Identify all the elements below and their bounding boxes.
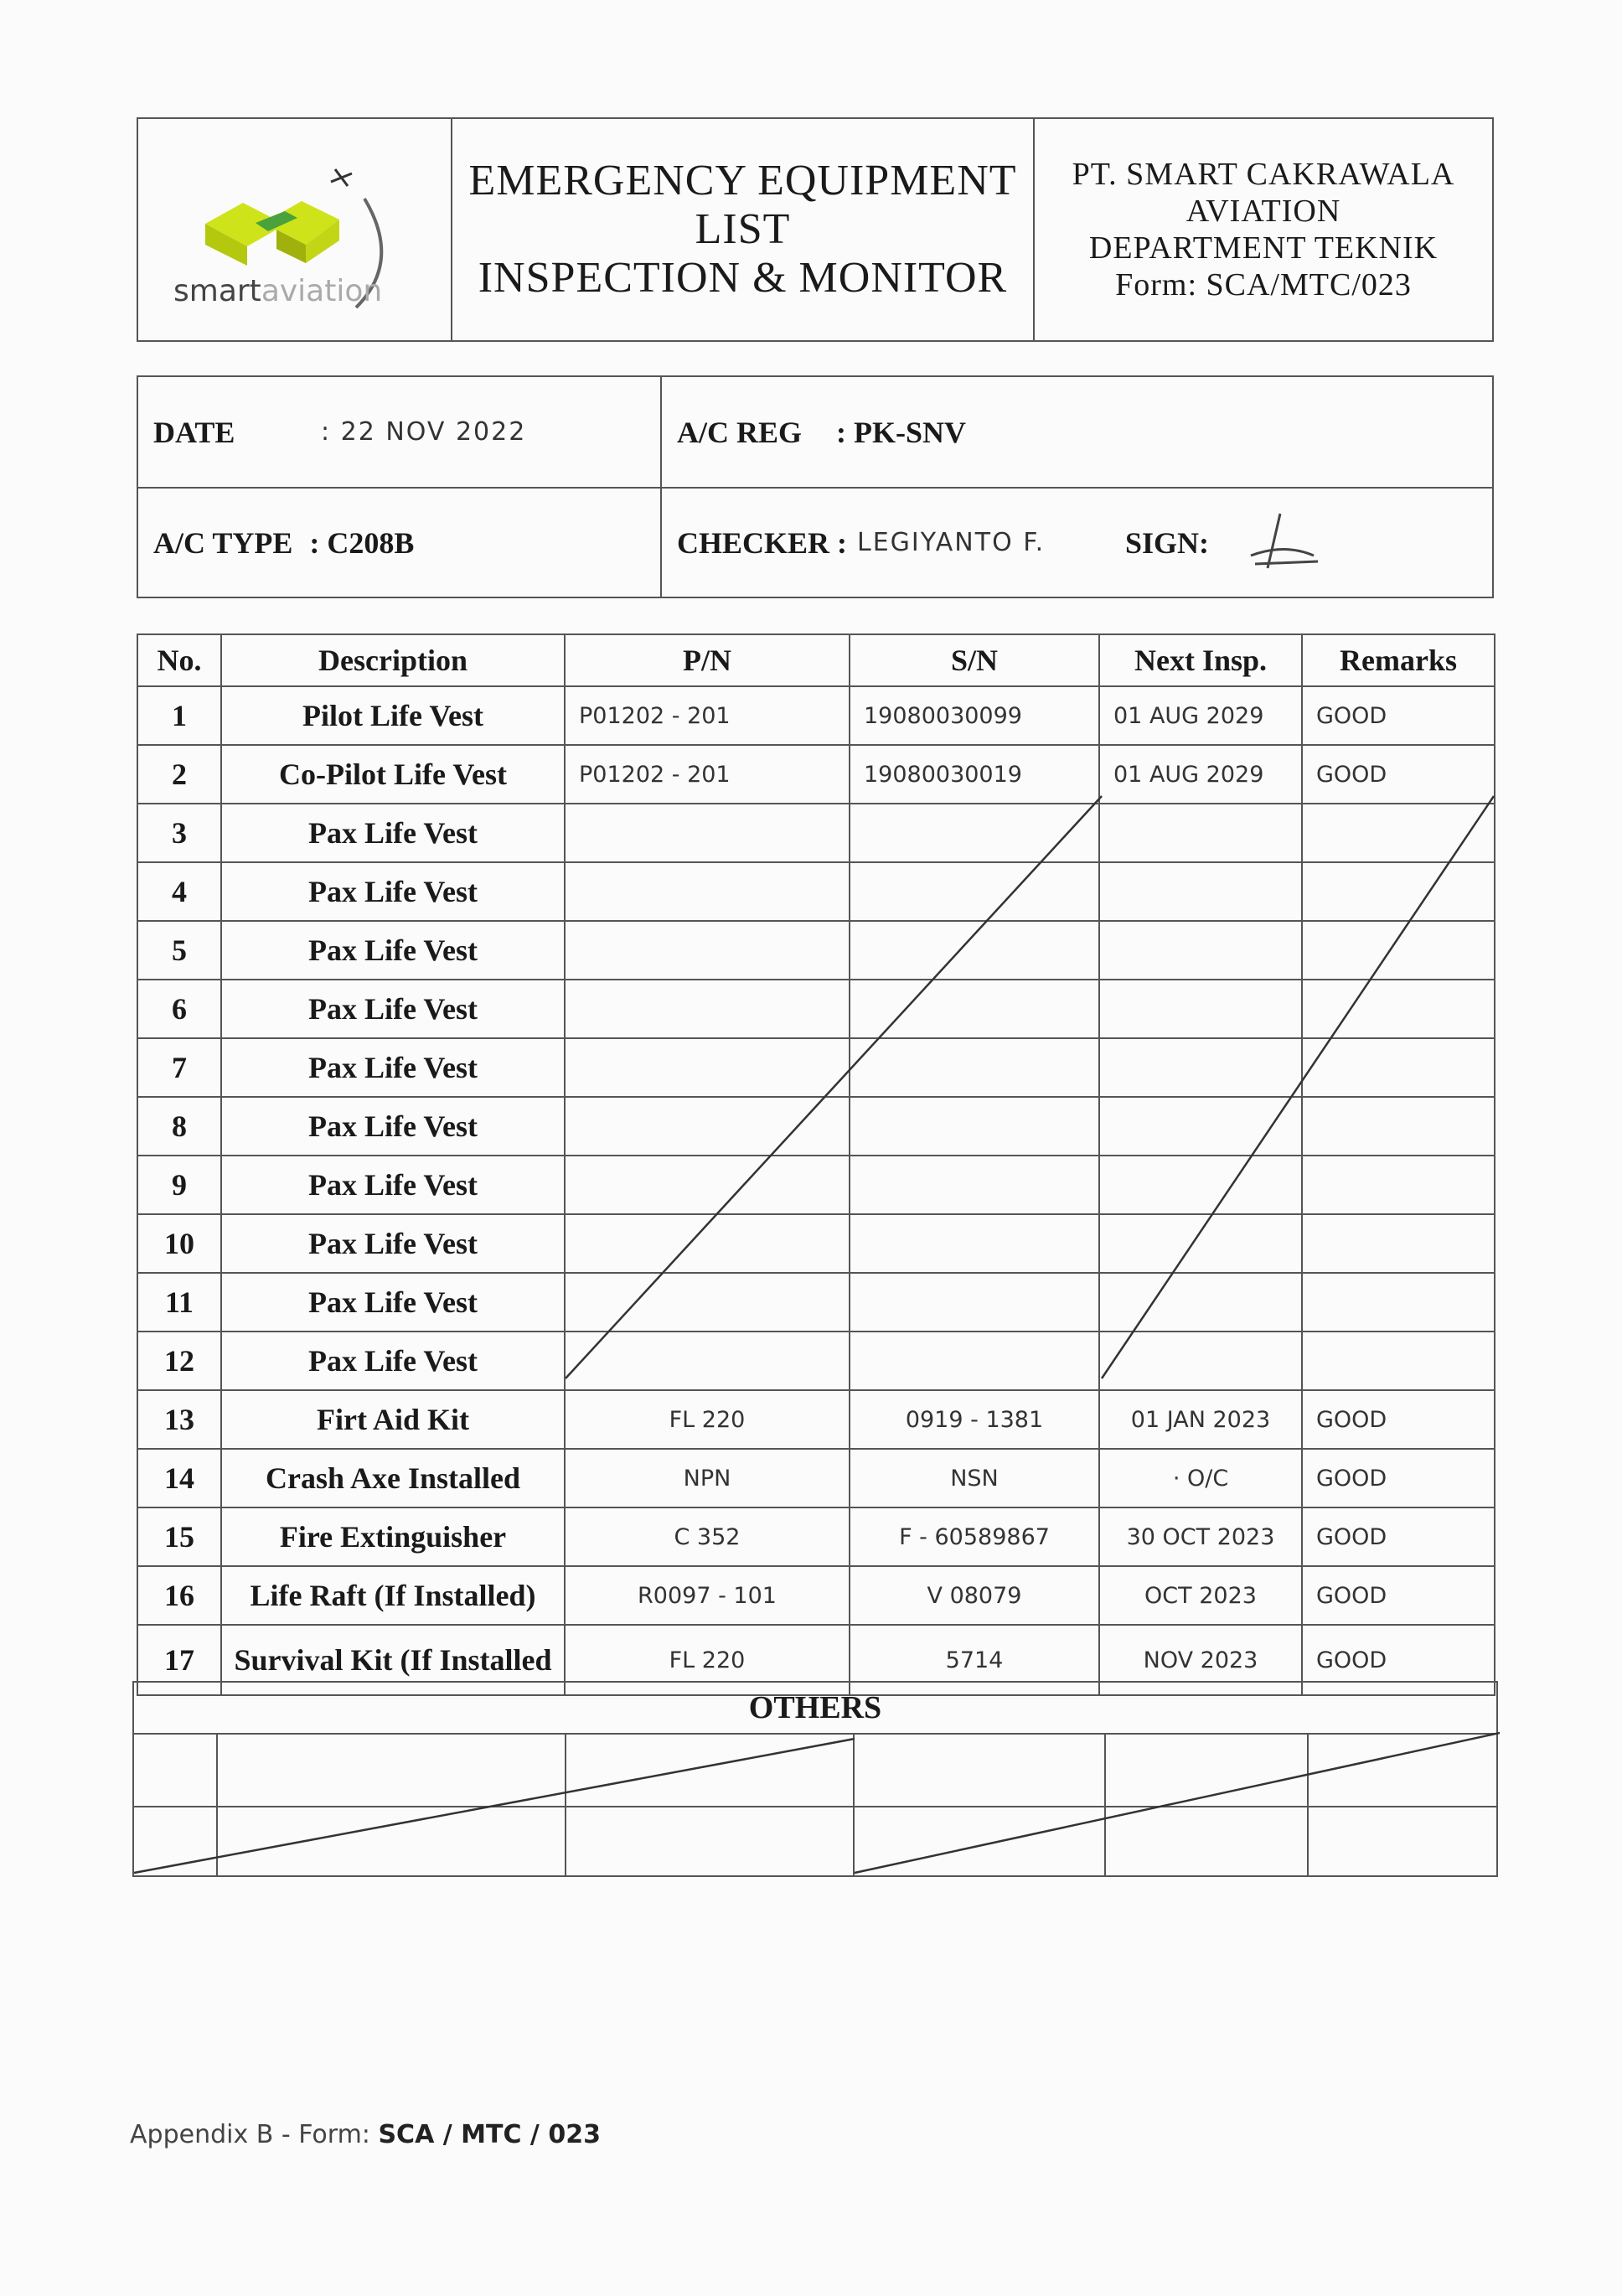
actype-field (138, 489, 662, 597)
table-row (137, 686, 1495, 745)
row-sn (850, 862, 1099, 921)
table-header-row (137, 634, 1495, 686)
row-description: Pax Life Vest (221, 1332, 565, 1390)
row-sn: 19080030019 (850, 745, 1099, 804)
row-remarks (1302, 1156, 1495, 1214)
row-no: 2 (137, 745, 221, 804)
row-no: 1 (137, 686, 221, 745)
checker-field (662, 489, 1492, 597)
row-no: 17 (137, 1625, 221, 1695)
row-pn: NPN (565, 1449, 850, 1507)
row-remarks: GOOD (1302, 1625, 1495, 1695)
form-title (452, 119, 1035, 340)
acreg-value: : PK-SNV (836, 415, 966, 449)
row-sn (850, 1273, 1099, 1332)
actype-value: : C208B (309, 525, 415, 560)
row-remarks: GOOD (1302, 686, 1495, 745)
table-row (137, 745, 1495, 804)
row-remarks: GOOD (1302, 1507, 1495, 1566)
row-description: Pax Life Vest (221, 1273, 565, 1332)
row-pn (565, 1332, 850, 1390)
row-sn (850, 1097, 1099, 1156)
row-next-insp (1099, 862, 1302, 921)
table-row (137, 804, 1495, 862)
smart-aviation-logo (138, 119, 452, 344)
table-row (137, 1156, 1495, 1214)
row-next-insp (1099, 1214, 1302, 1273)
row-next-insp: OCT 2023 (1099, 1566, 1302, 1625)
row-no: 5 (137, 921, 221, 980)
logo-cell (138, 119, 452, 340)
table-row (137, 862, 1495, 921)
row-no: 11 (137, 1273, 221, 1332)
row-next-insp (1099, 1332, 1302, 1390)
table-row (137, 1097, 1495, 1156)
company-line-4: Form: SCA/MTC/023 (1115, 267, 1412, 303)
row-next-insp: 30 OCT 2023 (1099, 1507, 1302, 1566)
date-value: : 22 NOV 2022 (321, 417, 527, 447)
row-pn: R0097 - 101 (565, 1566, 850, 1625)
title-line-1: EMERGENCY EQUIPMENT (468, 157, 1017, 204)
row-description: Pilot Life Vest (221, 686, 565, 745)
table-row (137, 980, 1495, 1038)
row-no: 10 (137, 1214, 221, 1273)
table-row (137, 1566, 1495, 1625)
row-description: Co-Pilot Life Vest (221, 745, 565, 804)
row-description: Fire Extinguisher (221, 1507, 565, 1566)
row-no: 3 (137, 804, 221, 862)
header-pn: P/N (565, 634, 850, 686)
signature (1234, 509, 1335, 577)
row-next-insp (1099, 980, 1302, 1038)
row-pn: FL 220 (565, 1625, 850, 1695)
row-next-insp: 01 AUG 2029 (1099, 745, 1302, 804)
date-field (138, 377, 662, 487)
row-remarks: GOOD (1302, 745, 1495, 804)
header-description: Description (221, 634, 565, 686)
table-row (137, 1214, 1495, 1273)
row-no: 14 (137, 1449, 221, 1507)
row-no: 16 (137, 1566, 221, 1625)
header-no: No. (137, 634, 221, 686)
company-line-1: PT. SMART CAKRAWALA (1072, 157, 1455, 192)
row-next-insp: NOV 2023 (1099, 1625, 1302, 1695)
others-grid (134, 1735, 1496, 1877)
row-pn (565, 862, 850, 921)
company-line-3: DEPARTMENT TEKNIK (1088, 230, 1439, 266)
table-row (137, 1038, 1495, 1097)
others-title: OTHERS (134, 1683, 1496, 1735)
row-description: Life Raft (If Installed) (221, 1566, 565, 1625)
row-remarks: GOOD (1302, 1390, 1495, 1449)
row-next-insp (1099, 804, 1302, 862)
row-remarks (1302, 1273, 1495, 1332)
table-row (137, 921, 1495, 980)
header-remarks: Remarks (1302, 634, 1495, 686)
row-sn: 19080030099 (850, 686, 1099, 745)
row-sn: NSN (850, 1449, 1099, 1507)
row-remarks (1302, 1214, 1495, 1273)
row-next-insp (1099, 1156, 1302, 1214)
footer (130, 2120, 601, 2149)
row-sn (850, 980, 1099, 1038)
row-pn (565, 921, 850, 980)
row-sn: 5714 (850, 1625, 1099, 1695)
row-next-insp (1099, 1038, 1302, 1097)
actype-label: A/C TYPE (153, 525, 293, 560)
table-row (137, 1390, 1495, 1449)
date-label: DATE (153, 415, 235, 449)
footer-form-code: SCA / MTC / 023 (378, 2120, 601, 2149)
row-next-insp: 01 JAN 2023 (1099, 1390, 1302, 1449)
equipment-table (137, 633, 1495, 1696)
row-remarks (1302, 804, 1495, 862)
row-sn (850, 1156, 1099, 1214)
acreg-label: A/C REG (677, 415, 803, 449)
row-remarks (1302, 1038, 1495, 1097)
row-pn (565, 1214, 850, 1273)
sign-label: SIGN: (1125, 525, 1210, 560)
table-row (137, 1332, 1495, 1390)
row-pn (565, 980, 850, 1038)
row-sn (850, 1038, 1099, 1097)
row-description: Pax Life Vest (221, 921, 565, 980)
row-description: Survival Kit (If Installed (221, 1625, 565, 1695)
row-description: Pax Life Vest (221, 1214, 565, 1273)
row-sn: 0919 - 1381 (850, 1390, 1099, 1449)
row-sn: F - 60589867 (850, 1507, 1099, 1566)
row-description: Pax Life Vest (221, 980, 565, 1038)
row-pn (565, 1097, 850, 1156)
form-header (137, 117, 1494, 342)
row-sn (850, 1214, 1099, 1273)
row-pn: P01202 - 201 (565, 686, 850, 745)
row-no: 12 (137, 1332, 221, 1390)
row-remarks (1302, 862, 1495, 921)
aircraft-info (137, 375, 1494, 598)
table-row (137, 1507, 1495, 1566)
row-pn (565, 1038, 850, 1097)
row-next-insp (1099, 921, 1302, 980)
footer-prefix: Appendix B - Form: (130, 2120, 370, 2149)
company-info (1035, 119, 1492, 340)
row-sn (850, 921, 1099, 980)
row-remarks (1302, 1332, 1495, 1390)
row-no: 15 (137, 1507, 221, 1566)
row-remarks: GOOD (1302, 1449, 1495, 1507)
row-next-insp (1099, 1097, 1302, 1156)
table-row (137, 1273, 1495, 1332)
row-remarks (1302, 980, 1495, 1038)
row-pn (565, 1273, 850, 1332)
row-pn: P01202 - 201 (565, 745, 850, 804)
row-description: Pax Life Vest (221, 1038, 565, 1097)
row-remarks: GOOD (1302, 1566, 1495, 1625)
row-description: Pax Life Vest (221, 1156, 565, 1214)
row-description: Pax Life Vest (221, 804, 565, 862)
row-description: Crash Axe Installed (221, 1449, 565, 1507)
acreg-field (662, 377, 1492, 487)
row-sn (850, 804, 1099, 862)
row-pn (565, 1156, 850, 1214)
row-no: 7 (137, 1038, 221, 1097)
row-no: 13 (137, 1390, 221, 1449)
header-next-insp: Next Insp. (1099, 634, 1302, 686)
row-pn: FL 220 (565, 1390, 850, 1449)
row-no: 9 (137, 1156, 221, 1214)
company-line-2: AVIATION (1186, 194, 1341, 229)
row-description: Pax Life Vest (221, 1097, 565, 1156)
row-pn (565, 804, 850, 862)
row-remarks (1302, 921, 1495, 980)
checker-value: LEGIYANTO F. (857, 528, 1046, 557)
others-section (132, 1681, 1498, 1877)
row-no: 8 (137, 1097, 221, 1156)
row-next-insp: 01 AUG 2029 (1099, 686, 1302, 745)
row-next-insp (1099, 1273, 1302, 1332)
table-row (137, 1449, 1495, 1507)
row-sn: V 08079 (850, 1566, 1099, 1625)
title-line-2: LIST (695, 205, 791, 253)
row-remarks (1302, 1097, 1495, 1156)
checker-label: CHECKER : (677, 525, 848, 560)
row-no: 4 (137, 862, 221, 921)
row-no: 6 (137, 980, 221, 1038)
row-pn: C 352 (565, 1507, 850, 1566)
header-sn: S/N (850, 634, 1099, 686)
row-sn (850, 1332, 1099, 1390)
row-description: Pax Life Vest (221, 862, 565, 921)
logo-wordmark: smartaviation (173, 274, 383, 308)
row-next-insp: · O/C (1099, 1449, 1302, 1507)
title-line-3: INSPECTION & MONITOR (478, 254, 1008, 302)
row-description: Firt Aid Kit (221, 1390, 565, 1449)
